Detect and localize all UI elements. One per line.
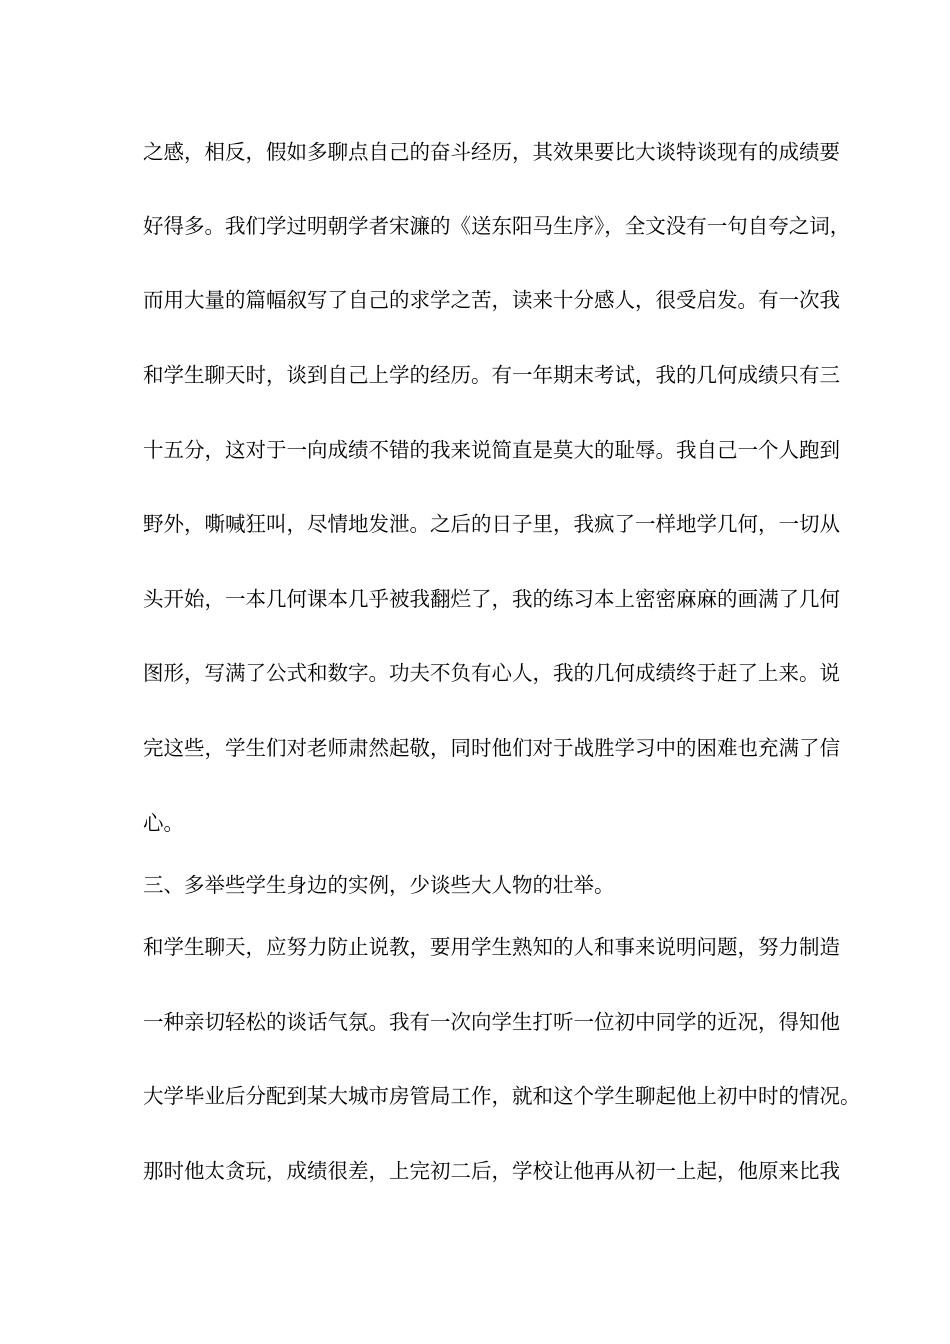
paragraph-line: 好得多。我们学过明朝学者宋濂的《送东阳马生序》，全文没有一句自夸之词， xyxy=(143,214,851,238)
paragraph-line: 一种亲切轻松的谈话气氛。我有一次向学生打听一位初中同学的近况，得知他 xyxy=(143,1010,840,1034)
paragraph-line: 和学生聊天，应努力防止说教，要用学生熟知的人和事来说明问题，努力制造 xyxy=(143,935,840,959)
paragraph-line: 图形，写满了公式和数字。功夫不负有心人，我的几何成绩终于赶了上来。说 xyxy=(143,661,840,685)
paragraph-line: 野外，嘶喊狂叫，尽情地发泄。之后的日子里，我疯了一样地学几何，一切从 xyxy=(143,512,840,536)
paragraph-line: 心。 xyxy=(143,811,184,835)
paragraph-line: 之感，相反，假如多聊点自己的奋斗经历，其效果要比大谈特谈现有的成绩要 xyxy=(143,140,840,164)
paragraph-line: 大学毕业后分配到某大城市房管局工作，就和这个学生聊起他上初中时的情况。 xyxy=(143,1084,861,1108)
paragraph-line: 而用大量的篇幅叙写了自己的求学之苦，读来十分感人，很受启发。有一次我 xyxy=(143,288,840,312)
paragraph-line: 十五分，这对于一向成绩不错的我来说简直是莫大的耻辱。我自己一个人跑到 xyxy=(143,438,840,462)
paragraph-line: 那时他太贪玩，成绩很差，上完初二后，学校让他再从初一上起，他原来比我 xyxy=(143,1159,840,1183)
section-heading: 三、多举些学生身边的实例，少谈些大人物的壮举。 xyxy=(143,873,615,897)
paragraph-line: 和学生聊天时，谈到自己上学的经历。有一年期末考试，我的几何成绩只有三 xyxy=(143,363,840,387)
paragraph-line: 完这些，学生们对老师肃然起敬，同时他们对于战胜学习中的困难也充满了信 xyxy=(143,736,840,760)
paragraph-line: 头开始，一本几何课本几乎被我翻烂了，我的练习本上密密麻麻的画满了几何 xyxy=(143,587,840,611)
